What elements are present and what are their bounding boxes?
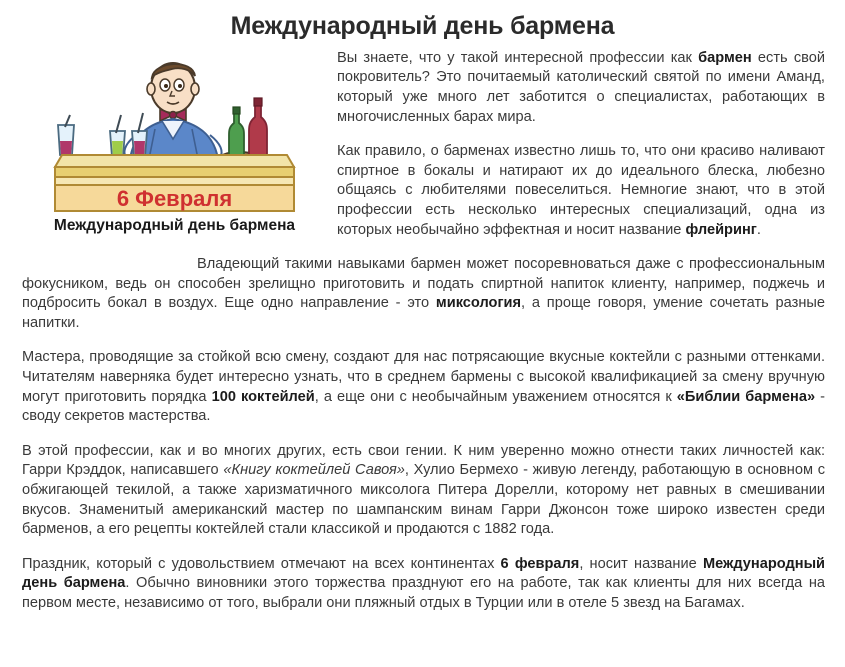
paragraph-1: [337, 49, 825, 127]
p6-text-1: Праздник, который с удовольствием отмечают на всех континентах: [22, 555, 501, 572]
p6-bold-date: 6 февраля: [500, 555, 580, 572]
p1-text-1: Вы знаете, что у такой интересной профессии как: [337, 49, 699, 66]
p5-text-2: , Хулио Бермехо - живую легенду, работающую в основном с обжигающей текилой, а также харизматичного миксолога Питера Дорелли, которому нет равных в смешивании вкусов. Знаменитый американский мастер по шампанским винам Гарри Джонсон тоже широко известен среди барменов, а его рецепты коктейлей стали классикой и продаются с 1882 года.: [22, 462, 825, 538]
p1-bold-barmen: бармен: [698, 49, 752, 66]
cocktail-glass-1: [58, 115, 74, 155]
cocktail-glass-3: [132, 113, 147, 157]
liquor-bottle-red: [249, 98, 267, 157]
p4-text-1: Мастера, проводящие за стойкой всю смену, создают для нас потрясающие вкусные коктейли с разными оттенками. Читателям наверняка будет интересно узнать, что в среднем бармены с высокой квалификацией за смену вручную могут приготовить порядка: [22, 349, 825, 405]
intro-section: [0, 49, 845, 255]
figure-date-label: 6 Февраля: [116, 185, 233, 211]
paragraph-2: [337, 142, 825, 240]
p6-text-2: , носит название: [579, 555, 703, 572]
p2-text-2: .: [756, 221, 761, 238]
liquor-bottle-green: [229, 107, 244, 157]
bartender-figure: [22, 55, 327, 234]
bar-counter: [55, 155, 294, 211]
p1-text-2: есть свой покровитель? Это почитаемый католический святой по имени Аманд, который уже много лет заботится о специалистах, работающих в многочисленных барах мира.: [337, 49, 825, 125]
bartender-scene-svg: [22, 55, 327, 215]
figure-caption: Международный день бармена: [53, 216, 296, 234]
paragraph-6: [22, 555, 825, 614]
p3-text-1: Владеющий такими навыками бармен может посоревноваться даже с профессиональным фокусником, ведь он способен зрелищно приготовить и подать спиртной напиток клиенту, например, поджечь и подбросить бокал в воздух. Еще одно направление - это: [22, 256, 825, 312]
p4-bold-bible: «Библии бармена»: [676, 388, 816, 405]
p3-text-2: , а проще говоря, умение сочетать разные напитки.: [22, 295, 825, 331]
p5-italic-savoy-book: «Книгу коктейлей Савоя»: [223, 462, 405, 479]
bartender-character: [111, 63, 235, 166]
page-title: Международный день бармена: [230, 12, 615, 40]
article-body: [0, 255, 845, 614]
p4-bold-100-cocktails: 100 коктейлей: [211, 388, 315, 405]
p4-text-3: - своду секретов мастерства.: [22, 388, 825, 425]
bartender-illustration: [22, 55, 327, 215]
paragraph-4: [22, 348, 825, 426]
p5-text-1: В этой профессии, как и во многих других, есть свои гении. К ним уверенно можно отнести таких личностей как: Гарри Крэддок, написавшего: [22, 442, 825, 479]
paragraph-5: [22, 442, 825, 540]
p4-text-2: , а еще они с необычайным уважением относятся к: [314, 388, 677, 405]
paragraph-3: [22, 255, 825, 333]
cocktail-glass-2: [110, 115, 125, 157]
p2-text-1: Как правило, о барменах известно лишь то, что они красиво наливают спиртное в бокалы и натирают их до идеального блеска, любезно общаясь с любителями повеселиться. Немногие знают, что в этой профессии есть несколько интересных специализаций, одна из которых необычайно эффектная и носит название: [337, 143, 825, 238]
p6-bold-holiday-name: Международный день бармена: [22, 555, 826, 592]
p3-bold-mixology: миксология: [435, 295, 522, 312]
p6-text-3: . Обычно виновники этого торжества празднуют его на работе, так как клиенты для них всегда на первом месте, независимо от того, выбрали они пляжный отдых в Турции или в отеле 5 звезд на Багамах.: [22, 575, 825, 611]
p2-bold-flairing: флейринг: [685, 221, 757, 238]
